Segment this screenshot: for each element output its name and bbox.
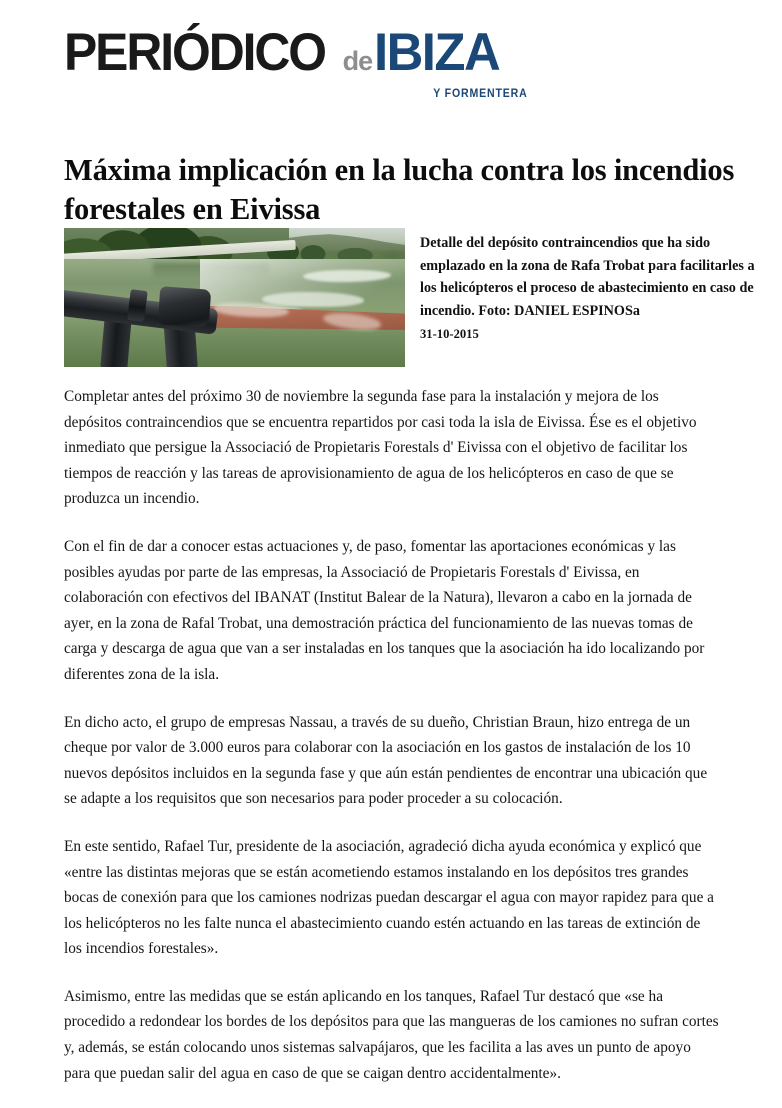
article-photo — [64, 228, 405, 367]
photo-caption — [420, 232, 760, 346]
article-paragraph: Completar antes del próximo 30 de noviembre la segunda fase para la instalación y mejora de los depósitos contraincendios que se encuentra repartidos por casi toda la isla de Eivissa. Ése es el objetivo inmediato que persigue la Associació de Propietaris Forestals d' Eivissa con el objetivo de facilitar los tiempos de reacción y las tareas de aprovisionamiento de agua de los helicópteros en caso de que se produzca un incendio. — [64, 388, 697, 508]
article-headline: Máxima implicación en la lucha contra los incendios forestales en Eivissa — [64, 153, 735, 227]
article-paragraph: En dicho acto, el grupo de empresas Nassau, a través de su dueño, Christian Braun, hizo entrega de un cheque por valor de 3.000 euros para colaborar con la asociación en los gastos de instalación de los 10 nuevos depósitos incluidos en la segunda fase y que aún están pendientes de encontrar una ubicación que se adapte a los requisitos que son necesarios para poder proceder a su colocación. — [64, 713, 708, 808]
article-paragraph: Asimismo, entre las medidas que se están aplicando en los tanques, Rafael Tur destacó que «se ha procedido a redondear los bordes de los depósitos para que las mangueras de los camiones no sufran cortes y, además, se están colocando unos sistemas salvapájaros, que les facilita a las aves un punto de apoyo para que puedan salir del agua en caso de que se caigan dentro accidentalmente». — [64, 987, 719, 1082]
article-body — [64, 384, 719, 1108]
masthead-de-text: de — [342, 46, 373, 76]
article-paragraph: En este sentido, Rafael Tur, presidente de la asociación, agradeció dicha ayuda económica y explicó que «entre las distintas mejoras que se están acometiendo estamos instalando en los depósitos tres grandes bocas de conexión para que los camiones nodrizas puedan descargar el agua con mayor rapidez para que a los helicópteros no les falte nunca el abastecimiento cuando estén actuando en las tareas de extinción de los incendios forestales». — [64, 837, 714, 958]
masthead-wordmark — [64, 23, 534, 82]
masthead-subtitle: Y FORMENTERA — [433, 88, 528, 100]
masthead-ibiza-text: IBIZA — [374, 23, 500, 82]
masthead — [64, 23, 534, 104]
photo-pipe-collar — [127, 289, 148, 321]
photo-water-foam-2 — [262, 292, 364, 307]
article-paragraph: Con el fin de dar a conocer estas actuaciones y, de paso, fomentar las aportaciones económicas y las posibles ayudas por parte de las empresas, la Associació de Propietaris Forestals d' Eivissa, en colaboración con efectivos del IBANAT (Institut Balear de la Natura), llevaron a cabo en la jornada de ayer, en la zona de Rafal Trobat, una demostración práctica del funcionamiento de las nuevas tomas de carga y descarga de agua que van a ser instaladas en los tanques que la asociación ha ido localizando por diferentes zona de la isla. — [64, 537, 705, 683]
masthead-periodico-text: PERIÓDICO — [64, 23, 325, 82]
photo-pipe-elbow — [158, 286, 212, 327]
photo-caption-date: 31-10-2015 — [420, 327, 479, 341]
photo-caption-text: Detalle del depósito contraincendios que ha sido emplazado en la zona de Rafa Trobat para facilitarles a los helicópteros el proceso de abastecimiento en caso de incendio. Foto: DANIEL ESPINOSa — [420, 235, 755, 319]
